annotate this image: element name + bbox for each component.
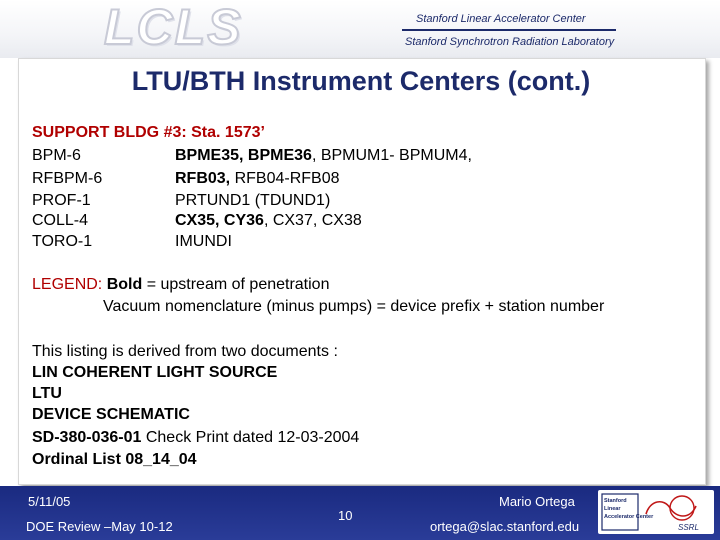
institution-line1: Stanford Linear Accelerator Center — [416, 13, 586, 25]
drawing-number: SD-380-036-01 — [32, 429, 142, 446]
upstream-devices: RFB03, — [175, 170, 231, 187]
device-name: BPM-6 — [32, 147, 81, 164]
slac-logo-text: Stanford Linear Accelerator Center — [604, 498, 654, 520]
footer-date: 5/11/05 — [28, 494, 71, 509]
drawing-status: Check Print dated 12-03-2004 — [141, 429, 360, 446]
device-values — [175, 233, 232, 251]
legend-line — [32, 276, 329, 294]
header-divider — [402, 29, 616, 31]
other-devices: IMUNDI — [175, 233, 232, 250]
device-values — [175, 170, 340, 188]
other-devices: PRTUND1 (TDUND1) — [175, 192, 331, 209]
other-devices: RFB04-RFB08 — [230, 170, 340, 187]
device-values — [175, 212, 362, 230]
device-values — [175, 147, 472, 165]
legend-bold-word: Bold — [106, 276, 143, 293]
ordinal-list: Ordinal List 08_14_04 — [32, 451, 197, 468]
legend-nomenclature: Vacuum nomenclature (minus pumps) = device prefix + station number — [103, 298, 605, 315]
source-intro: This listing is derived from two documents : — [32, 343, 338, 360]
device-values — [175, 192, 330, 210]
device-name: COLL-4 — [32, 212, 89, 229]
device-name: PROF-1 — [32, 192, 91, 209]
drawing-reference — [32, 429, 359, 447]
device-name: TORO-1 — [32, 233, 93, 250]
institution-line2: Stanford Synchrotron Radiation Laboratory — [405, 36, 615, 48]
footer-meeting: DOE Review –May 10-12 — [26, 519, 173, 534]
source-document-line: DEVICE SCHEMATIC — [32, 406, 190, 423]
other-devices: , CX37, CX38 — [263, 212, 362, 229]
source-document-line: LTU — [32, 385, 62, 402]
ssrl-text: SSRL — [678, 523, 699, 532]
legend-label: LEGEND: — [32, 276, 103, 293]
slac-ssrl-logo — [598, 490, 714, 534]
upstream-devices: BPME35, BPME36 — [175, 147, 312, 164]
slide-title: LTU/BTH Instrument Centers (cont.) — [131, 66, 591, 96]
page-number: 10 — [338, 508, 353, 523]
source-document-line: LIN COHERENT LIGHT SOURCE — [32, 364, 278, 381]
device-name: RFBPM-6 — [32, 170, 103, 187]
footer-email: ortega@slac.stanford.edu — [430, 519, 580, 534]
footer-author: Mario Ortega — [499, 494, 575, 509]
lcls-logo: LCLS — [104, 0, 243, 55]
upstream-devices: CX35, CY36 — [175, 212, 264, 229]
legend-description: = upstream of penetration — [142, 276, 330, 293]
support-heading: SUPPORT BLDG #3: Sta. 1573’ — [32, 124, 265, 141]
other-devices: , BPMUM1- BPMUM4, — [311, 147, 472, 164]
